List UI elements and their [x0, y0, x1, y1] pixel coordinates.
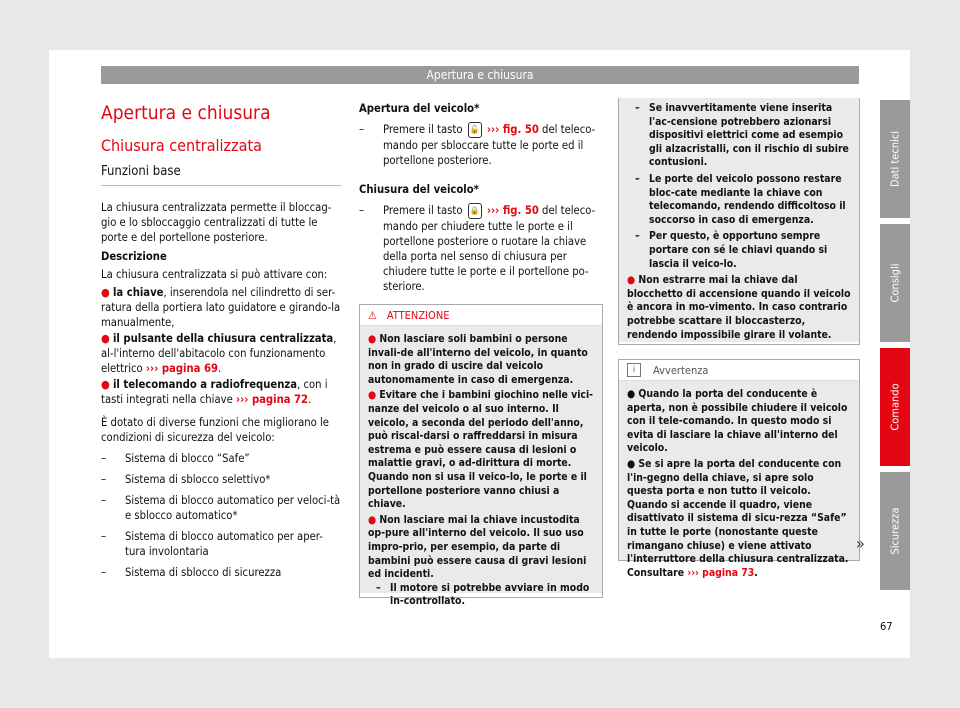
- subsection-title: Chiusura centralizzata: [101, 136, 262, 155]
- note-header: [619, 360, 859, 381]
- bullet-item: ● il telecomando a radiofrequenza, con i tasti integrati nella chiave ››› pagina 72.: [101, 378, 328, 406]
- bullet-icon: ●: [101, 332, 113, 345]
- warning-item: ● Non lasciare mai la chiave incustodita op-pure all'interno del veicolo. Il suo uso impro-prio, per esempio, da parte di bambini può essere causa di gravi lesioni ed incidenti.: [368, 513, 587, 581]
- list-item: – Sistema di blocco automatico per veloci-tà e sblocco automatico*: [101, 494, 341, 522]
- list-item: – Sistema di sblocco di sicurezza: [101, 566, 282, 579]
- figure-link[interactable]: ››› fig. 50: [486, 123, 539, 136]
- lock-key-icon: 🔒: [468, 203, 482, 219]
- bullet-bold: il telecomando a radiofrequenza: [112, 378, 298, 391]
- bullet-text: , al-l'interno dell'abitacolo con funzionamento elettrico: [101, 332, 337, 375]
- warning-box: [359, 304, 603, 608]
- page-link[interactable]: ››› pagina 73: [687, 566, 755, 579]
- safety-intro: È dotato di diverse funzioni che migliorano le condizioni di sicurezza del veicolo:: [101, 416, 329, 444]
- warning-subitem: – Le porte del veicolo possono restare bloc-cate mediante la chiave con telecomando, rendendo difficoltoso il soccorso in caso di emergenza.: [635, 172, 846, 226]
- bullet-icon: ●: [101, 286, 113, 299]
- note-box: [618, 359, 860, 579]
- open-instruction: – Premere il tasto 🔓 ››› fig. 50 del teleco-mando per sbloccare tutte le porte ed il portellone posteriore.: [359, 123, 596, 167]
- desc-text: La chiusura centralizzata si può attivare con:: [101, 268, 328, 281]
- warning-box-continued: [618, 98, 860, 345]
- desc-title: Descrizione: [101, 250, 167, 263]
- section-title: Apertura e chiusura: [101, 102, 271, 124]
- tab-comando[interactable]: [880, 348, 910, 466]
- left-column: [101, 101, 341, 580]
- warning-body: [619, 98, 859, 342]
- bullet-bold: la chiave: [112, 286, 164, 299]
- warning-subitem: – Se inavvertitamente viene inserita l'ac-censione potrebbero azionarsi dispositivi elettrici come ad esempio gli alzacristalli, con il rischio di subire contusioni.: [635, 102, 849, 169]
- warning-subitem: – Per questo, è opportuno sempre portare con sé le chiavi quando si lascia il veico-lo.: [635, 230, 828, 270]
- warning-item: ● Non lasciare soli bambini o persone invali-de all'interno del veicolo, in quanto non in grado di uscire dal veicolo autonomamente in caso di emergenza.: [368, 333, 588, 386]
- note-item: ● Quando la porta del conducente è aperta, non è possibile chiudere il veicolo con il tele-comando. In questo modo si evita di lasciare la chiave all'interno del veicolo.: [627, 388, 848, 455]
- bullet-bold: il pulsante della chiusura centralizzata: [112, 332, 334, 345]
- note-title: Avvertenza: [653, 363, 709, 377]
- close-instruction: – Premere il tasto 🔒 ››› fig. 50 del teleco-mando per chiudere tutte le porte e il portellone posteriore o ruotare la chiave della porta nel senso di chiusura per chiudere tutte le porte e il portellone po-steriore.: [359, 204, 596, 293]
- bullet-icon: ●: [101, 378, 113, 391]
- warning-icon: ⚠: [368, 308, 377, 322]
- list-item: – Sistema di sblocco selettivo*: [101, 473, 271, 486]
- bullet-text: , inserendola nel cilindretto di ser-ratura della portiera lato guidatore e girando-la manualmente,: [101, 286, 341, 329]
- topic-title: Funzioni base: [101, 164, 181, 179]
- warning-title: ATTENZIONE: [386, 308, 450, 322]
- tab-dati-tecnici[interactable]: [880, 100, 910, 218]
- tab-consigli[interactable]: [880, 224, 910, 342]
- divider: [101, 185, 341, 186]
- list-item: – Sistema di blocco “Safe”: [101, 452, 250, 465]
- note-item: ● Se si apre la porta del conducente con l'in-gegno della chiave, si apre solo questa porta e non tutto il veicolo. Quando si accende il quadro, viene disattivato il sistema di sicu-rezza “Safe” in tutte le porte (nonostante queste rimangano chiuse) e viene attivato l'interruttore della chiusura centralizzata. Consultare ››› pagina 73.: [627, 457, 849, 579]
- tab-label: Sicurezza: [888, 507, 902, 555]
- warning-item: ● Evitare che i bambini giochino nelle vici-nanze del veicolo o al suo interno. Il veicolo, a seconda del periodo dell'anno, può riscal-darsi o raffreddarsi in misura estrema e può essere causa di lesioni o malattie gravi, o ad-dirittura di morte. Quando non si usa il veico-lo, le porte e il portellone posteriore vanno chiusi a chiave.: [368, 389, 594, 511]
- warning-body: [360, 326, 602, 608]
- unlock-key-icon: 🔓: [468, 122, 482, 138]
- intro-text: La chiusura centralizzata permette il bloccag-gio e lo sbloccaggio centralizzati di tutte le porte e del portellone posteriore.: [101, 201, 332, 244]
- warning-item: ● Non estrarre mai la chiave dal blocchetto di accensione quando il veicolo è ancora in mo-vimento. In caso contrario potrebbe scattare il bloccasterzo, rendendo impossibile girare il volante.: [627, 274, 851, 341]
- tab-label: Comando: [888, 383, 902, 431]
- info-icon: i: [627, 363, 641, 377]
- bullet-item: [101, 285, 341, 330]
- page-link[interactable]: ››› pagina 72: [236, 393, 309, 406]
- middle-column: [359, 101, 601, 294]
- close-title: Chiusura del veicolo*: [359, 183, 479, 196]
- page-number: 67: [880, 620, 893, 633]
- feature-list: [101, 451, 341, 580]
- page-link[interactable]: ››› pagina 69: [145, 362, 218, 375]
- bullet-item: ● il pulsante della chiusura centralizzata, al-l'interno dell'abitacolo con funzionamento elettrico ››› pagina 69.: [101, 332, 337, 375]
- tab-sicurezza[interactable]: [880, 472, 910, 590]
- warning-subitem: – Il motore si potrebbe avviare in modo in-controllato.: [376, 581, 590, 608]
- continue-arrow-icon: »: [856, 534, 865, 553]
- bullet-text: , con i tasti integrati nella chiave: [101, 378, 328, 406]
- header-bar: Apertura e chiusura: [101, 66, 859, 84]
- note-body: [619, 381, 859, 579]
- list-item: – Sistema di blocco automatico per aper-tura involontaria: [101, 530, 323, 558]
- figure-link[interactable]: ››› fig. 50: [486, 204, 539, 217]
- tab-label: Dati tecnici: [888, 130, 902, 188]
- warning-header: [360, 305, 602, 326]
- open-title: Apertura del veicolo*: [359, 102, 480, 115]
- tab-label: Consigli: [888, 263, 902, 303]
